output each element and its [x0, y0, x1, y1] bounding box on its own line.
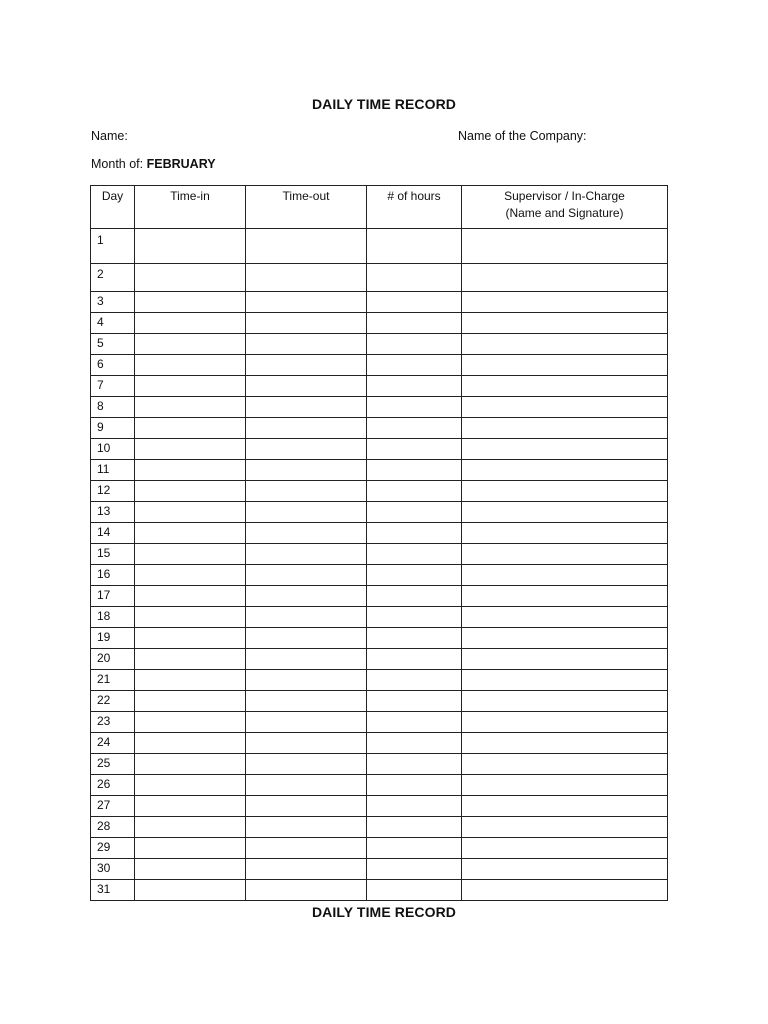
- time-out-cell[interactable]: [246, 796, 367, 817]
- table-row: [91, 607, 668, 628]
- supervisor-cell[interactable]: [462, 586, 668, 607]
- time-out-cell[interactable]: [246, 355, 367, 376]
- day-cell: 6: [91, 355, 135, 376]
- time-out-cell[interactable]: [246, 292, 367, 313]
- day-cell: 21: [91, 670, 135, 691]
- day-cell: 16: [91, 565, 135, 586]
- day-cell: 8: [91, 397, 135, 418]
- day-cell: 31: [91, 880, 135, 901]
- hours-cell[interactable]: [367, 544, 462, 565]
- day-cell: 2: [91, 264, 135, 292]
- day-cell: 7: [91, 376, 135, 397]
- supervisor-cell[interactable]: [462, 712, 668, 733]
- table-row: [91, 313, 668, 334]
- hours-cell[interactable]: [367, 838, 462, 859]
- supervisor-cell[interactable]: [462, 418, 668, 439]
- hours-cell[interactable]: [367, 754, 462, 775]
- day-cell: 4: [91, 313, 135, 334]
- day-cell: 19: [91, 628, 135, 649]
- supervisor-cell[interactable]: [462, 313, 668, 334]
- day-cell: 15: [91, 544, 135, 565]
- day-cell: 26: [91, 775, 135, 796]
- supervisor-cell[interactable]: [462, 334, 668, 355]
- table-row: [91, 334, 668, 355]
- time-in-cell[interactable]: [135, 264, 246, 292]
- name-field: [91, 129, 128, 143]
- time-in-cell[interactable]: [135, 880, 246, 901]
- day-cell: 10: [91, 439, 135, 460]
- supervisor-cell[interactable]: [462, 264, 668, 292]
- hours-cell[interactable]: [367, 859, 462, 880]
- table-row: [91, 264, 668, 292]
- time-out-cell[interactable]: [246, 334, 367, 355]
- supervisor-cell[interactable]: [462, 628, 668, 649]
- table-row: [91, 796, 668, 817]
- header-day: Day: [91, 186, 135, 229]
- supervisor-cell[interactable]: [462, 502, 668, 523]
- supervisor-cell[interactable]: [462, 397, 668, 418]
- company-label: Name of the Company:: [458, 129, 587, 143]
- time-out-cell[interactable]: [246, 754, 367, 775]
- time-out-cell[interactable]: [246, 586, 367, 607]
- table-row: [91, 691, 668, 712]
- supervisor-cell[interactable]: [462, 355, 668, 376]
- hours-cell[interactable]: [367, 880, 462, 901]
- month-value: FEBRUARY: [146, 157, 216, 171]
- day-cell: 17: [91, 586, 135, 607]
- time-out-cell[interactable]: [246, 523, 367, 544]
- time-out-cell[interactable]: [246, 775, 367, 796]
- table-row: [91, 775, 668, 796]
- time-in-cell[interactable]: [135, 586, 246, 607]
- supervisor-cell[interactable]: [462, 733, 668, 754]
- hours-cell[interactable]: [367, 481, 462, 502]
- time-in-cell[interactable]: [135, 859, 246, 880]
- time-in-cell[interactable]: [135, 628, 246, 649]
- supervisor-cell[interactable]: [462, 565, 668, 586]
- hours-cell[interactable]: [367, 586, 462, 607]
- hours-cell[interactable]: [367, 418, 462, 439]
- hours-cell[interactable]: [367, 376, 462, 397]
- time-in-cell[interactable]: [135, 460, 246, 481]
- day-cell: 27: [91, 796, 135, 817]
- time-out-cell[interactable]: [246, 817, 367, 838]
- supervisor-cell[interactable]: [462, 481, 668, 502]
- supervisor-cell[interactable]: [462, 817, 668, 838]
- supervisor-cell[interactable]: [462, 880, 668, 901]
- supervisor-cell[interactable]: [462, 523, 668, 544]
- table-row: [91, 649, 668, 670]
- time-out-cell[interactable]: [246, 691, 367, 712]
- table-header-row: [91, 186, 668, 229]
- time-out-cell[interactable]: [246, 418, 367, 439]
- supervisor-cell[interactable]: [462, 292, 668, 313]
- day-cell: 30: [91, 859, 135, 880]
- header-hours: # of hours: [367, 186, 462, 229]
- table-row: [91, 418, 668, 439]
- table-row: [91, 523, 668, 544]
- header-supervisor: [462, 186, 668, 229]
- day-cell: 29: [91, 838, 135, 859]
- time-out-cell[interactable]: [246, 264, 367, 292]
- hours-cell[interactable]: [367, 817, 462, 838]
- hours-cell[interactable]: [367, 502, 462, 523]
- time-in-cell[interactable]: [135, 292, 246, 313]
- day-cell: 13: [91, 502, 135, 523]
- hours-cell[interactable]: [367, 334, 462, 355]
- hours-cell[interactable]: [367, 607, 462, 628]
- time-in-cell[interactable]: [135, 418, 246, 439]
- supervisor-cell[interactable]: [462, 229, 668, 264]
- time-in-cell[interactable]: [135, 607, 246, 628]
- day-cell: 11: [91, 460, 135, 481]
- hours-cell[interactable]: [367, 264, 462, 292]
- table-row: [91, 859, 668, 880]
- table-row: [91, 481, 668, 502]
- hours-cell[interactable]: [367, 649, 462, 670]
- supervisor-cell[interactable]: [462, 649, 668, 670]
- day-cell: 22: [91, 691, 135, 712]
- table-row: [91, 292, 668, 313]
- time-out-cell[interactable]: [246, 649, 367, 670]
- footer-title: DAILY TIME RECORD: [311, 904, 457, 920]
- supervisor-cell[interactable]: [462, 670, 668, 691]
- time-in-cell[interactable]: [135, 817, 246, 838]
- hours-cell[interactable]: [367, 229, 462, 264]
- hours-cell[interactable]: [367, 733, 462, 754]
- time-in-cell[interactable]: [135, 397, 246, 418]
- table-row: [91, 565, 668, 586]
- day-cell: 14: [91, 523, 135, 544]
- time-in-cell[interactable]: [135, 796, 246, 817]
- time-record-table: [90, 185, 668, 901]
- time-out-cell[interactable]: [246, 229, 367, 264]
- supervisor-cell[interactable]: [462, 439, 668, 460]
- time-out-cell[interactable]: [246, 712, 367, 733]
- time-out-cell[interactable]: [246, 859, 367, 880]
- time-in-cell[interactable]: [135, 355, 246, 376]
- time-in-cell[interactable]: [135, 523, 246, 544]
- time-in-cell[interactable]: [135, 754, 246, 775]
- header-time-out: Time-out: [246, 186, 367, 229]
- hours-cell[interactable]: [367, 460, 462, 481]
- header-supervisor-line2: (Name and Signature): [505, 206, 624, 220]
- day-cell: 3: [91, 292, 135, 313]
- hours-cell[interactable]: [367, 565, 462, 586]
- table-row: [91, 460, 668, 481]
- hours-cell[interactable]: [367, 397, 462, 418]
- time-out-cell[interactable]: [246, 880, 367, 901]
- table-row: [91, 628, 668, 649]
- supervisor-cell[interactable]: [462, 838, 668, 859]
- table-row: [91, 670, 668, 691]
- time-out-cell[interactable]: [246, 733, 367, 754]
- time-in-cell[interactable]: [135, 334, 246, 355]
- hours-cell[interactable]: [367, 439, 462, 460]
- table-row: [91, 229, 668, 264]
- time-in-cell[interactable]: [135, 838, 246, 859]
- supervisor-cell[interactable]: [462, 376, 668, 397]
- hours-cell[interactable]: [367, 670, 462, 691]
- hours-cell[interactable]: [367, 775, 462, 796]
- time-in-cell[interactable]: [135, 565, 246, 586]
- table-row: [91, 355, 668, 376]
- table-row: [91, 376, 668, 397]
- time-out-cell[interactable]: [246, 502, 367, 523]
- time-in-cell[interactable]: [135, 229, 246, 264]
- page-title: DAILY TIME RECORD: [311, 96, 457, 112]
- table-row: [91, 733, 668, 754]
- day-cell: 18: [91, 607, 135, 628]
- table-row: [91, 754, 668, 775]
- month-field: [91, 157, 216, 171]
- day-cell: 1: [91, 229, 135, 264]
- hours-cell[interactable]: [367, 313, 462, 334]
- day-cell: 28: [91, 817, 135, 838]
- table-body: [91, 229, 668, 901]
- table-row: [91, 880, 668, 901]
- time-out-cell[interactable]: [246, 397, 367, 418]
- time-out-cell[interactable]: [246, 607, 367, 628]
- name-label: Name:: [91, 129, 128, 143]
- company-field: [458, 129, 587, 143]
- table-row: [91, 544, 668, 565]
- time-in-cell[interactable]: [135, 649, 246, 670]
- day-cell: 24: [91, 733, 135, 754]
- supervisor-cell[interactable]: [462, 607, 668, 628]
- time-in-cell[interactable]: [135, 544, 246, 565]
- supervisor-cell[interactable]: [462, 859, 668, 880]
- time-out-cell[interactable]: [246, 565, 367, 586]
- day-cell: 20: [91, 649, 135, 670]
- day-cell: 9: [91, 418, 135, 439]
- table-row: [91, 397, 668, 418]
- supervisor-cell[interactable]: [462, 754, 668, 775]
- time-out-cell[interactable]: [246, 670, 367, 691]
- supervisor-cell[interactable]: [462, 691, 668, 712]
- time-in-cell[interactable]: [135, 691, 246, 712]
- time-out-cell[interactable]: [246, 628, 367, 649]
- table-row: [91, 712, 668, 733]
- day-cell: 12: [91, 481, 135, 502]
- time-out-cell[interactable]: [246, 544, 367, 565]
- time-in-cell[interactable]: [135, 313, 246, 334]
- day-cell: 25: [91, 754, 135, 775]
- time-out-cell[interactable]: [246, 460, 367, 481]
- month-label: Month of:: [91, 157, 144, 171]
- header-time-in: Time-in: [135, 186, 246, 229]
- time-out-cell[interactable]: [246, 376, 367, 397]
- time-out-cell[interactable]: [246, 481, 367, 502]
- supervisor-cell[interactable]: [462, 544, 668, 565]
- day-cell: 5: [91, 334, 135, 355]
- time-in-cell[interactable]: [135, 502, 246, 523]
- table-row: [91, 586, 668, 607]
- hours-cell[interactable]: [367, 628, 462, 649]
- time-in-cell[interactable]: [135, 775, 246, 796]
- table-row: [91, 439, 668, 460]
- time-in-cell[interactable]: [135, 712, 246, 733]
- time-in-cell[interactable]: [135, 670, 246, 691]
- hours-cell[interactable]: [367, 355, 462, 376]
- supervisor-cell[interactable]: [462, 775, 668, 796]
- table-row: [91, 502, 668, 523]
- time-in-cell[interactable]: [135, 733, 246, 754]
- time-in-cell[interactable]: [135, 481, 246, 502]
- supervisor-cell[interactable]: [462, 460, 668, 481]
- table-row: [91, 817, 668, 838]
- hours-cell[interactable]: [367, 712, 462, 733]
- header-supervisor-line1: Supervisor / In-Charge: [504, 189, 625, 203]
- hours-cell[interactable]: [367, 796, 462, 817]
- day-cell: 23: [91, 712, 135, 733]
- hours-cell[interactable]: [367, 292, 462, 313]
- time-out-cell[interactable]: [246, 313, 367, 334]
- hours-cell[interactable]: [367, 523, 462, 544]
- hours-cell[interactable]: [367, 691, 462, 712]
- time-out-cell[interactable]: [246, 439, 367, 460]
- supervisor-cell[interactable]: [462, 796, 668, 817]
- time-out-cell[interactable]: [246, 838, 367, 859]
- time-in-cell[interactable]: [135, 376, 246, 397]
- time-in-cell[interactable]: [135, 439, 246, 460]
- table-row: [91, 838, 668, 859]
